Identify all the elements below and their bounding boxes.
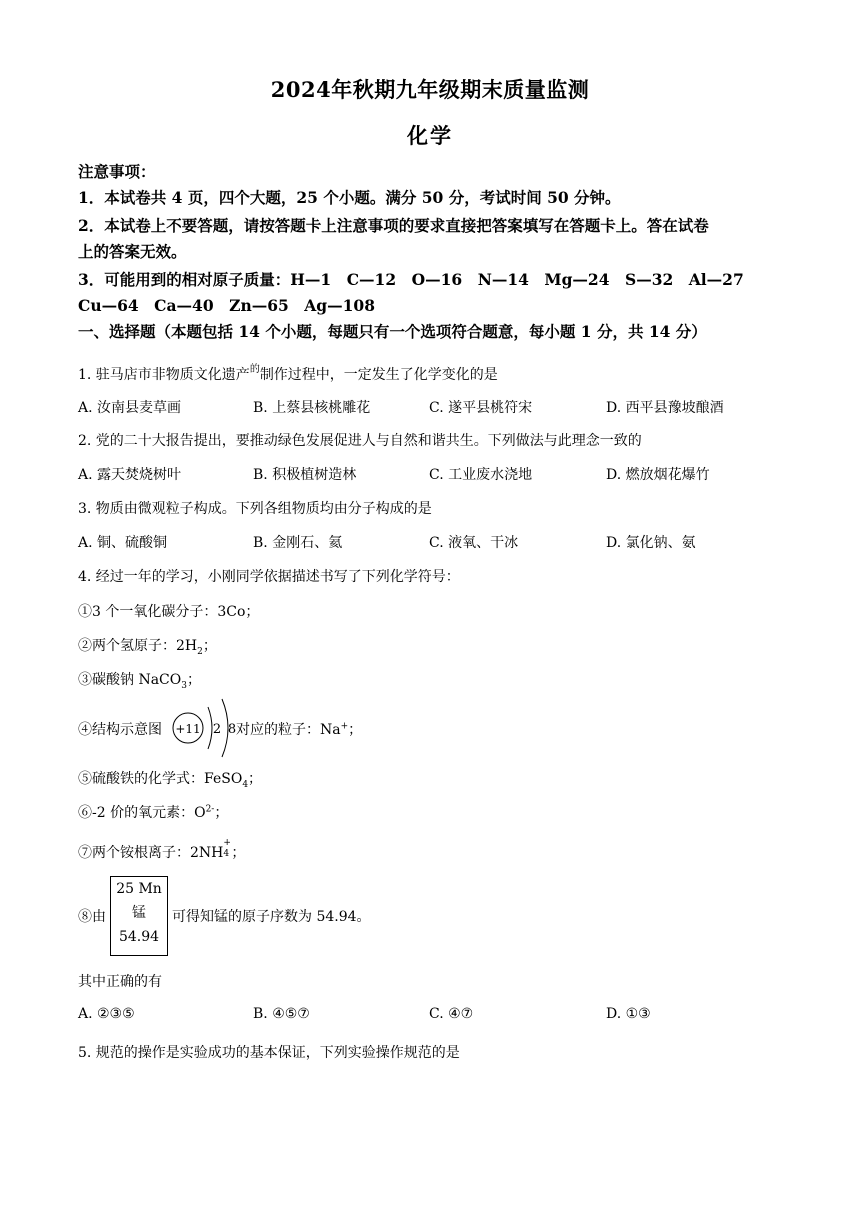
- section-1-heading: 一、选择题（本题包括 14 个小题，每题只有一个选项符合题意，每小题 1 分，共 14 分）: [78, 322, 707, 341]
- q4-conclusion: 其中正确的有: [78, 974, 162, 990]
- q4-statement-8-prefix: ⑧由: [78, 909, 106, 925]
- atomic-structure-diagram: [170, 697, 238, 759]
- q4-option-a: A. ②③⑤: [78, 1006, 135, 1022]
- q1-option-c: C. 遂平县桃符宋: [429, 400, 533, 416]
- question-4-stem: 4. 经过一年的学习，小刚同学依据描述书写了下列化学符号：: [78, 569, 460, 585]
- q2-option-a: A. 露天焚烧树叶: [78, 467, 182, 483]
- q4-statement-1: ①3 个一氧化碳分子：3Co；: [78, 604, 260, 620]
- notice-item-3-line-1: 3．可能用到的相对原子质量：H—1 C—12 O—16 N—14 Mg—24 S—32 Al—27: [78, 270, 744, 289]
- notice-item-3-line-2: Cu—64 Ca—40 Zn—65 Ag—108: [78, 296, 375, 315]
- q4-statement-7: ⑦两个铵根离子：2NH + 4 ；: [78, 838, 246, 861]
- q1-option-a: A. 汝南县麦草画: [78, 400, 182, 416]
- q3-option-a: A. 铜、硫酸铜: [78, 535, 168, 551]
- q2-option-b: B. 积极植树造林: [253, 467, 357, 483]
- q3-option-b: B. 金刚石、氦: [253, 535, 343, 551]
- nucleus-charge: +11: [175, 722, 201, 736]
- shell-2-electrons: 8: [227, 722, 237, 737]
- q4-statement-4-label: ④结构示意图: [78, 722, 162, 738]
- notice-item-2-line-1: 2．本试卷上不要答题，请按答题卡上注意事项的要求直接把答案填写在答题卡上。答在试卷: [78, 216, 709, 235]
- shell-1-electrons: 2: [212, 722, 222, 737]
- element-card-name: 锰: [132, 905, 146, 921]
- q4-statement-4-text: 对应的粒子：Na+；: [236, 721, 363, 738]
- q2-option-d: D. 燃放烟花爆竹: [606, 467, 710, 483]
- notice-heading: 注意事项：: [78, 162, 156, 181]
- element-card-manganese: [110, 876, 168, 956]
- question-3-stem: 3. 物质由微观粒子构成。下列各组物质均由分子构成的是: [78, 501, 432, 517]
- question-1-stem: 1. 驻马店市非物质文化遗产$^的$制作过程中，一定发生了化学变化的是: [78, 364, 498, 383]
- q4-statement-8-text: 可得知锰的原子序数为 54.94。: [172, 909, 371, 925]
- q4-statement-5: ⑤硫酸铁的化学式：FeSO$_4$；: [78, 771, 263, 790]
- q4-option-b: B. ④⑤⑦: [253, 1006, 310, 1022]
- q4-statement-6: ⑥-2 价的氧元素：$O^{2-}$；: [78, 804, 229, 821]
- q4-option-c: C. ④⑦: [429, 1006, 474, 1022]
- q2-option-c: C. 工业废水浇地: [429, 467, 533, 483]
- q3-option-d: D. 氯化钠、氨: [606, 535, 696, 551]
- question-2-stem: 2. 党的二十大报告提出，要推动绿色发展促进人与自然和谐共生。下列做法与此理念一致的: [78, 433, 642, 449]
- q4-statement-3: ③碳酸钠 NaCO$_3$；: [78, 672, 201, 691]
- q4-option-d: D. ①③: [606, 1006, 651, 1022]
- q4-statement-2: ②两个氢原子：$2H_2$；: [78, 638, 217, 657]
- q1-option-d: D. 西平县豫坡酿酒: [606, 400, 724, 416]
- element-card-mass: 54.94: [118, 929, 160, 945]
- question-5-stem: 5. 规范的操作是实验成功的基本保证，下列实验操作规范的是: [78, 1045, 460, 1061]
- q1-option-b: B. 上蔡县核桃雕花: [253, 400, 371, 416]
- q3-option-c: C. 液氧、干冰: [429, 535, 519, 551]
- element-card-number-symbol: 25 Mn: [116, 881, 162, 897]
- exam-title: 2024年秋期九年级期末质量监测: [270, 77, 590, 102]
- notice-item-1: 1．本试卷共 4 页，四个大题，25 个小题。满分 50 分，考试时间 50 分钟。: [78, 188, 621, 207]
- electron-shell-1: [208, 707, 212, 749]
- exam-subject: 化学: [407, 123, 453, 148]
- notice-item-2-line-2: 上的答案无效。: [78, 242, 187, 261]
